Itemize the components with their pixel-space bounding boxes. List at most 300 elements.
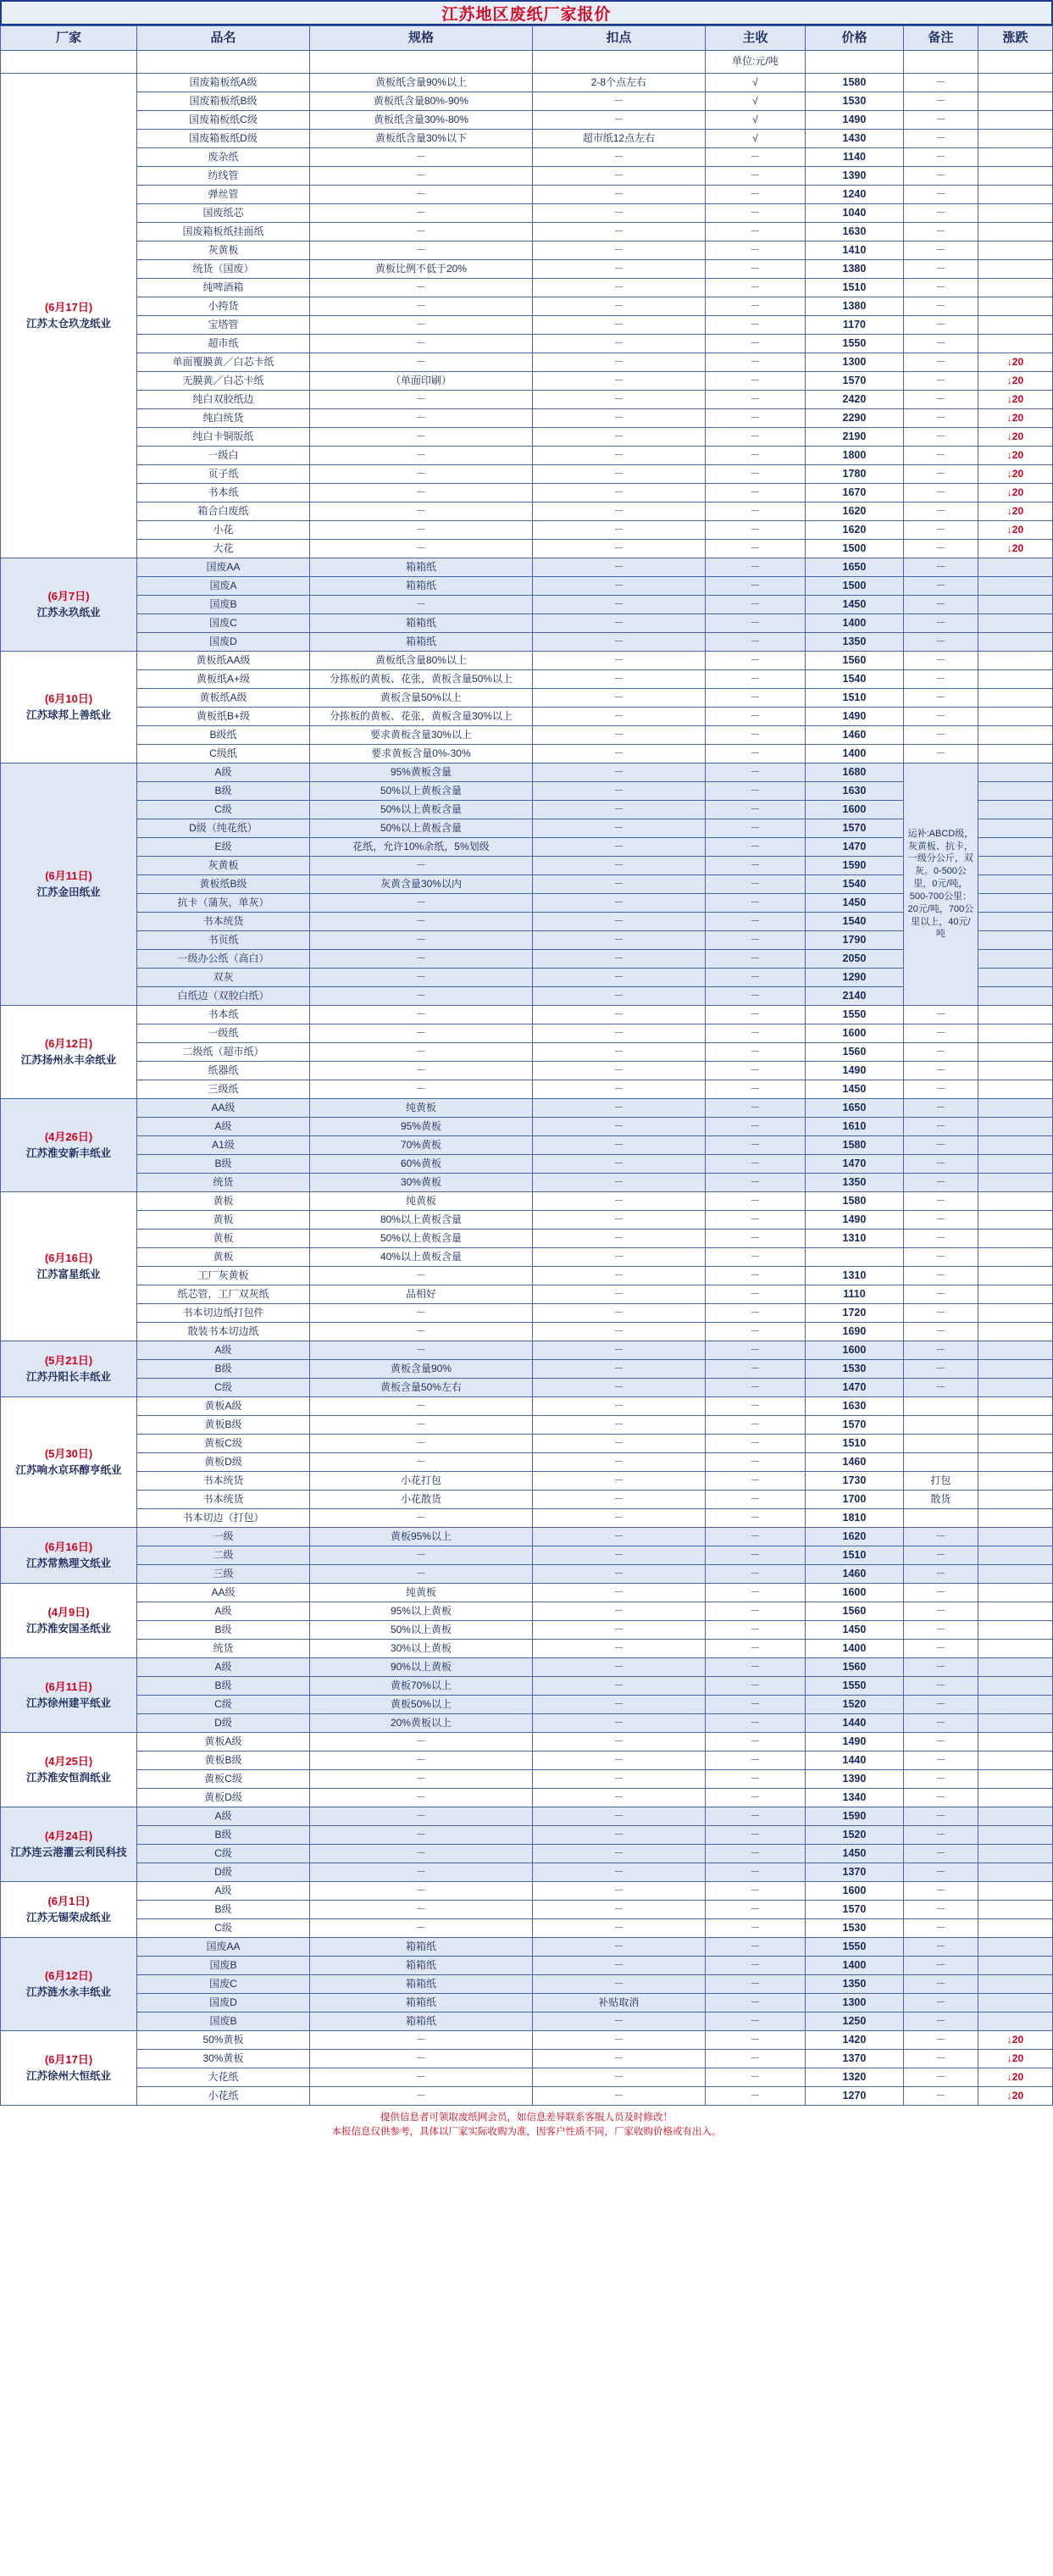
deduction-cell: －	[532, 1379, 705, 1397]
price-cell: 1450	[805, 894, 903, 913]
main-cell: －	[705, 260, 805, 279]
change-cell	[978, 1118, 1052, 1136]
product-cell: 三级	[137, 1565, 310, 1584]
change-cell	[978, 279, 1052, 297]
deduction-cell: －	[532, 1938, 705, 1957]
deduction-cell: －	[532, 1714, 705, 1733]
change-cell	[978, 708, 1052, 726]
main-cell: －	[705, 2012, 805, 2031]
product-cell: 国废箱板纸C级	[137, 111, 310, 130]
deduction-cell: －	[532, 838, 705, 857]
remark-cell: －	[903, 1546, 978, 1565]
deduction-cell: －	[532, 1397, 705, 1416]
factory-cell	[1, 1733, 137, 1807]
factory-date: (4月25日)	[44, 1755, 93, 1768]
table-row	[1, 1938, 1053, 1957]
deduction-cell: －	[532, 1136, 705, 1155]
spec-cell: －	[309, 1752, 532, 1770]
main-cell: －	[705, 1994, 805, 2012]
remark-cell: －	[903, 148, 978, 167]
change-cell	[978, 987, 1052, 1006]
change-cell: ↓20	[978, 502, 1052, 521]
deduction-cell: －	[532, 969, 705, 987]
factory-name: 江苏球邦上善纸业	[26, 708, 112, 721]
table-row	[1, 1435, 1053, 1453]
main-cell: －	[705, 1062, 805, 1080]
deduction-cell: －	[532, 428, 705, 447]
table-row	[1, 484, 1053, 502]
main-cell: －	[705, 1640, 805, 1658]
spec-cell: －	[309, 316, 532, 335]
deduction-cell: －	[532, 2087, 705, 2106]
main-cell: －	[705, 148, 805, 167]
remark-cell: －	[903, 186, 978, 204]
table-row	[1, 931, 1053, 950]
price-cell: 1510	[805, 1546, 903, 1565]
deduction-cell: －	[532, 167, 705, 186]
main-cell: －	[705, 1341, 805, 1360]
price-cell: 1380	[805, 260, 903, 279]
spec-cell: 70%黄板	[309, 1136, 532, 1155]
product-cell: E级	[137, 838, 310, 857]
spec-cell: 黄板95%以上	[309, 1528, 532, 1546]
table-row	[1, 1379, 1053, 1397]
price-cell: 1310	[805, 1267, 903, 1285]
remark-cell: －	[903, 1621, 978, 1640]
main-cell: －	[705, 1397, 805, 1416]
spec-cell: －	[309, 297, 532, 316]
table-row	[1, 335, 1053, 353]
spec-cell: －	[309, 1304, 532, 1323]
factory-name: 江苏涟水永丰纸业	[26, 1985, 112, 1998]
remark-cell: －	[903, 2050, 978, 2068]
deduction-cell: －	[532, 763, 705, 782]
change-cell	[978, 335, 1052, 353]
unit-blank-4	[532, 51, 705, 74]
table-row	[1, 1062, 1053, 1080]
change-cell	[978, 148, 1052, 167]
product-cell: 纯白统货	[137, 409, 310, 428]
main-cell: －	[705, 2031, 805, 2050]
deduction-cell: －	[532, 1807, 705, 1826]
remark-cell: －	[903, 1733, 978, 1752]
deduction-cell: －	[532, 502, 705, 521]
remark-cell: －	[903, 1696, 978, 1714]
deduction-cell: －	[532, 950, 705, 969]
remark-cell: －	[903, 1789, 978, 1807]
price-cell: 1560	[805, 1658, 903, 1677]
spec-cell: －	[309, 1863, 532, 1882]
table-row	[1, 1453, 1053, 1472]
table-row	[1, 1472, 1053, 1491]
change-cell	[978, 763, 1052, 782]
table-row	[1, 316, 1053, 335]
price-cell: 1390	[805, 1770, 903, 1789]
table-row	[1, 633, 1053, 652]
table-row	[1, 92, 1053, 111]
product-cell: 书本切边（打包）	[137, 1509, 310, 1528]
spec-cell: 黄板含量90%	[309, 1360, 532, 1379]
main-cell: √	[705, 74, 805, 92]
product-cell: 黄板C级	[137, 1770, 310, 1789]
main-cell: －	[705, 1845, 805, 1863]
main-cell: －	[705, 726, 805, 745]
remark-cell	[903, 1453, 978, 1472]
remark-cell: －	[903, 521, 978, 540]
main-cell: －	[705, 1248, 805, 1267]
remark-cell: －	[903, 1752, 978, 1770]
factory-name: 江苏淮安新丰纸业	[26, 1146, 112, 1159]
main-cell: －	[705, 1528, 805, 1546]
spec-cell: －	[309, 1901, 532, 1919]
change-cell	[978, 1099, 1052, 1118]
table-row	[1, 1285, 1053, 1304]
remark-cell: －	[903, 2012, 978, 2031]
spec-cell: －	[309, 186, 532, 204]
price-cell: 1680	[805, 763, 903, 782]
remark-cell: －	[903, 1919, 978, 1938]
change-cell	[978, 857, 1052, 875]
unit-blank-2	[137, 51, 310, 74]
table-row	[1, 1248, 1053, 1267]
remark-cell: －	[903, 242, 978, 260]
table-row	[1, 297, 1053, 316]
table-row	[1, 1230, 1053, 1248]
spec-cell: －	[309, 596, 532, 614]
product-cell: 国废箱板纸A级	[137, 74, 310, 92]
spec-cell: －	[309, 391, 532, 409]
price-cell: 1590	[805, 1807, 903, 1826]
product-cell: B级	[137, 1677, 310, 1696]
spec-cell: －	[309, 521, 532, 540]
factory-date: (6月7日)	[47, 590, 90, 603]
remark-cell: －	[903, 745, 978, 763]
spec-cell: 60%黄板	[309, 1155, 532, 1174]
spec-cell: －	[309, 1919, 532, 1938]
main-cell: －	[705, 1155, 805, 1174]
product-cell: 书本统货	[137, 1472, 310, 1491]
factory-cell	[1, 652, 137, 763]
remark-cell: －	[903, 1211, 978, 1230]
spec-cell: －	[309, 987, 532, 1006]
price-cell: 1040	[805, 204, 903, 223]
remark-cell: －	[903, 1807, 978, 1826]
table-row	[1, 1304, 1053, 1323]
product-cell: 黄板B级	[137, 1416, 310, 1435]
table-row	[1, 447, 1053, 465]
footer-line-2: 本报信息仅供参考，具体以厂家实际收购为准，因客户性质不同，厂家收购价格或有出入。	[331, 2127, 722, 2138]
product-cell: B级	[137, 1360, 310, 1379]
factory-name: 江苏扬州永丰余纸业	[20, 1053, 117, 1066]
deduction-cell: －	[532, 1565, 705, 1584]
price-cell: 1270	[805, 2087, 903, 2106]
remark-cell: －	[903, 1584, 978, 1602]
spec-cell: －	[309, 1546, 532, 1565]
remark-cell: －	[903, 1155, 978, 1174]
change-cell	[978, 1323, 1052, 1341]
change-cell	[978, 1360, 1052, 1379]
price-table	[0, 25, 1053, 2106]
spec-cell: －	[309, 148, 532, 167]
table-row	[1, 465, 1053, 484]
change-cell	[978, 819, 1052, 838]
product-cell: 单面覆膜黄／白芯卡纸	[137, 353, 310, 372]
spec-cell: 40%以上黄板含量	[309, 1248, 532, 1267]
remark-cell: －	[903, 558, 978, 577]
change-cell	[978, 1230, 1052, 1248]
table-row	[1, 1155, 1053, 1174]
table-row	[1, 745, 1053, 763]
remark-cell: －	[903, 111, 978, 130]
unit-blank-3	[309, 51, 532, 74]
spec-cell: －	[309, 950, 532, 969]
remark-cell: －	[903, 1323, 978, 1341]
product-cell: 黄板	[137, 1192, 310, 1211]
main-cell: －	[705, 484, 805, 502]
table-row	[1, 1807, 1053, 1826]
remark-cell: －	[903, 2031, 978, 2050]
spec-cell: 黄板含量50%以上	[309, 689, 532, 708]
factory-name: 江苏淮安恒润纸业	[26, 1771, 112, 1784]
table-row	[1, 577, 1053, 596]
deduction-cell: －	[532, 1919, 705, 1938]
change-cell: ↓20	[978, 2050, 1052, 2068]
change-cell	[978, 1845, 1052, 1863]
remark-cell: －	[903, 577, 978, 596]
price-cell: 1340	[805, 1789, 903, 1807]
main-cell: －	[705, 745, 805, 763]
spec-cell: －	[309, 1080, 532, 1099]
factory-cell	[1, 1658, 137, 1733]
table-row	[1, 111, 1053, 130]
main-cell: －	[705, 1453, 805, 1472]
deduction-cell: －	[532, 931, 705, 950]
col-header-price: 价格	[805, 26, 903, 51]
deduction-cell: －	[532, 223, 705, 242]
main-cell: －	[705, 1602, 805, 1621]
deduction-cell: －	[532, 1248, 705, 1267]
deduction-cell: －	[532, 1043, 705, 1062]
price-cell: 1370	[805, 2050, 903, 2068]
change-cell	[978, 204, 1052, 223]
remark-cell: －	[903, 391, 978, 409]
table-row	[1, 2031, 1053, 2050]
product-cell: 书页纸	[137, 931, 310, 950]
main-cell: －	[705, 167, 805, 186]
price-cell: 1460	[805, 1565, 903, 1584]
change-cell	[978, 2012, 1052, 2031]
deduction-cell: －	[532, 558, 705, 577]
spec-cell: －	[309, 1565, 532, 1584]
product-cell: A级	[137, 1118, 310, 1136]
change-cell	[978, 782, 1052, 801]
change-cell	[978, 969, 1052, 987]
unit-blank-5	[805, 51, 903, 74]
spec-cell: 灰黄含量30%以内	[309, 875, 532, 894]
factory-date: (6月10日)	[44, 692, 93, 706]
spec-cell: －	[309, 465, 532, 484]
factory-name: 江苏丹阳长丰纸业	[26, 1370, 112, 1383]
deduction-cell: －	[532, 633, 705, 652]
factory-cell	[1, 558, 137, 652]
product-cell: 国废B	[137, 596, 310, 614]
price-cell: 1800	[805, 447, 903, 465]
change-cell	[978, 1882, 1052, 1901]
remark-cell: －	[903, 1957, 978, 1975]
main-cell: －	[705, 1043, 805, 1062]
deduction-cell: －	[532, 1099, 705, 1118]
remark-cell: －	[903, 297, 978, 316]
product-cell: AA级	[137, 1099, 310, 1118]
spec-cell: 分拣板的黄板、花张，黄板含量50%以上	[309, 670, 532, 689]
table-row	[1, 950, 1053, 969]
table-row	[1, 987, 1053, 1006]
price-cell: 1600	[805, 1584, 903, 1602]
deduction-cell: －	[532, 409, 705, 428]
remark-cell: －	[903, 1602, 978, 1621]
product-cell: B级	[137, 782, 310, 801]
change-cell	[978, 1453, 1052, 1472]
table-row	[1, 1397, 1053, 1416]
price-cell: 1600	[805, 1882, 903, 1901]
change-cell	[978, 558, 1052, 577]
factory-cell	[1, 1341, 137, 1397]
deduction-cell: －	[532, 819, 705, 838]
price-cell: 1730	[805, 1472, 903, 1491]
price-cell: 1440	[805, 1752, 903, 1770]
factory-cell	[1, 2031, 137, 2106]
table-row	[1, 167, 1053, 186]
price-cell: 1450	[805, 596, 903, 614]
deduction-cell: －	[532, 1453, 705, 1472]
spec-cell: 黄板纸含量30%以下	[309, 130, 532, 148]
price-cell: 1490	[805, 1211, 903, 1230]
main-cell: －	[705, 1901, 805, 1919]
spec-cell: －	[309, 242, 532, 260]
spec-cell: 90%以上黄板	[309, 1658, 532, 1677]
product-cell: 纯啤酒箱	[137, 279, 310, 297]
table-row	[1, 801, 1053, 819]
change-cell	[978, 167, 1052, 186]
factory-name: 江苏响水京环醇亨纸业	[15, 1463, 122, 1476]
price-cell: 1810	[805, 1509, 903, 1528]
price-cell: 1520	[805, 1696, 903, 1714]
spec-cell: 箱箱纸	[309, 558, 532, 577]
main-cell: －	[705, 838, 805, 857]
spec-cell: 黄板70%以上	[309, 1677, 532, 1696]
product-cell: 弹丝管	[137, 186, 310, 204]
product-cell: 灰黄板	[137, 857, 310, 875]
change-cell	[978, 1174, 1052, 1192]
main-cell: －	[705, 372, 805, 391]
price-cell: 1250	[805, 2012, 903, 2031]
table-row	[1, 1267, 1053, 1285]
table-row	[1, 1994, 1053, 2012]
table-row	[1, 521, 1053, 540]
change-cell	[978, 1472, 1052, 1491]
price-cell: 1600	[805, 1024, 903, 1043]
product-cell: 黄板	[137, 1211, 310, 1230]
price-cell: 1560	[805, 1043, 903, 1062]
deduction-cell: －	[532, 1602, 705, 1621]
factory-cell	[1, 74, 137, 558]
factory-cell	[1, 1807, 137, 1882]
price-cell: 1540	[805, 875, 903, 894]
deduction-cell: －	[532, 1491, 705, 1509]
change-cell: ↓20	[978, 465, 1052, 484]
table-row	[1, 1565, 1053, 1584]
product-cell: C级	[137, 801, 310, 819]
change-cell	[978, 223, 1052, 242]
change-cell	[978, 1807, 1052, 1826]
table-row	[1, 1975, 1053, 1994]
factory-date: (6月11日)	[45, 1680, 92, 1694]
spec-cell: 50%以上黄板	[309, 1621, 532, 1640]
price-cell: 2290	[805, 409, 903, 428]
spec-cell: 纯黄板	[309, 1192, 532, 1211]
table-row	[1, 1882, 1053, 1901]
remark-cell: －	[903, 1863, 978, 1882]
change-cell	[978, 1435, 1052, 1453]
table-row	[1, 614, 1053, 633]
price-cell: 1790	[805, 931, 903, 950]
product-cell: 书本纸	[137, 484, 310, 502]
change-cell	[978, 1528, 1052, 1546]
remark-cell: －	[903, 335, 978, 353]
deduction-cell: －	[532, 2031, 705, 2050]
remark-note-cell: 运补:ABCD级，灰黄板、抗卡，一级分公斤，双灰。0-500公里，0元/吨，500-700公里：20元/吨，700公里以上，40元/吨	[903, 763, 978, 1006]
main-cell: －	[705, 1565, 805, 1584]
factory-date: (6月16日)	[44, 1252, 93, 1265]
price-cell: 1580	[805, 1192, 903, 1211]
product-cell: 超市纸	[137, 335, 310, 353]
remark-cell: －	[903, 1379, 978, 1397]
product-cell: 箱合白废纸	[137, 502, 310, 521]
unit-blank-1	[1, 51, 137, 74]
change-cell	[978, 1770, 1052, 1789]
deduction-cell: －	[532, 447, 705, 465]
table-row	[1, 1640, 1053, 1658]
main-cell: －	[705, 1938, 805, 1957]
main-cell: －	[705, 596, 805, 614]
deduction-cell: －	[532, 1528, 705, 1546]
price-cell: 1460	[805, 1453, 903, 1472]
change-cell	[978, 596, 1052, 614]
deduction-cell: －	[532, 186, 705, 204]
price-cell: 1610	[805, 1118, 903, 1136]
remark-cell: －	[903, 1304, 978, 1323]
table-row	[1, 353, 1053, 372]
product-cell: 黄板纸B+级	[137, 708, 310, 726]
table-row	[1, 1789, 1053, 1807]
main-cell: －	[705, 540, 805, 558]
table-row	[1, 391, 1053, 409]
change-cell	[978, 1006, 1052, 1024]
spec-cell: －	[309, 428, 532, 447]
main-cell: －	[705, 316, 805, 335]
remark-cell: －	[903, 92, 978, 111]
deduction-cell: －	[532, 540, 705, 558]
remark-cell: －	[903, 1248, 978, 1267]
product-cell: 统货（国废）	[137, 260, 310, 279]
remark-cell: －	[903, 1062, 978, 1080]
spec-cell: －	[309, 1882, 532, 1901]
table-row	[1, 875, 1053, 894]
change-cell	[978, 1546, 1052, 1565]
deduction-cell: －	[532, 148, 705, 167]
deduction-cell: －	[532, 1658, 705, 1677]
product-cell: B级	[137, 1826, 310, 1845]
